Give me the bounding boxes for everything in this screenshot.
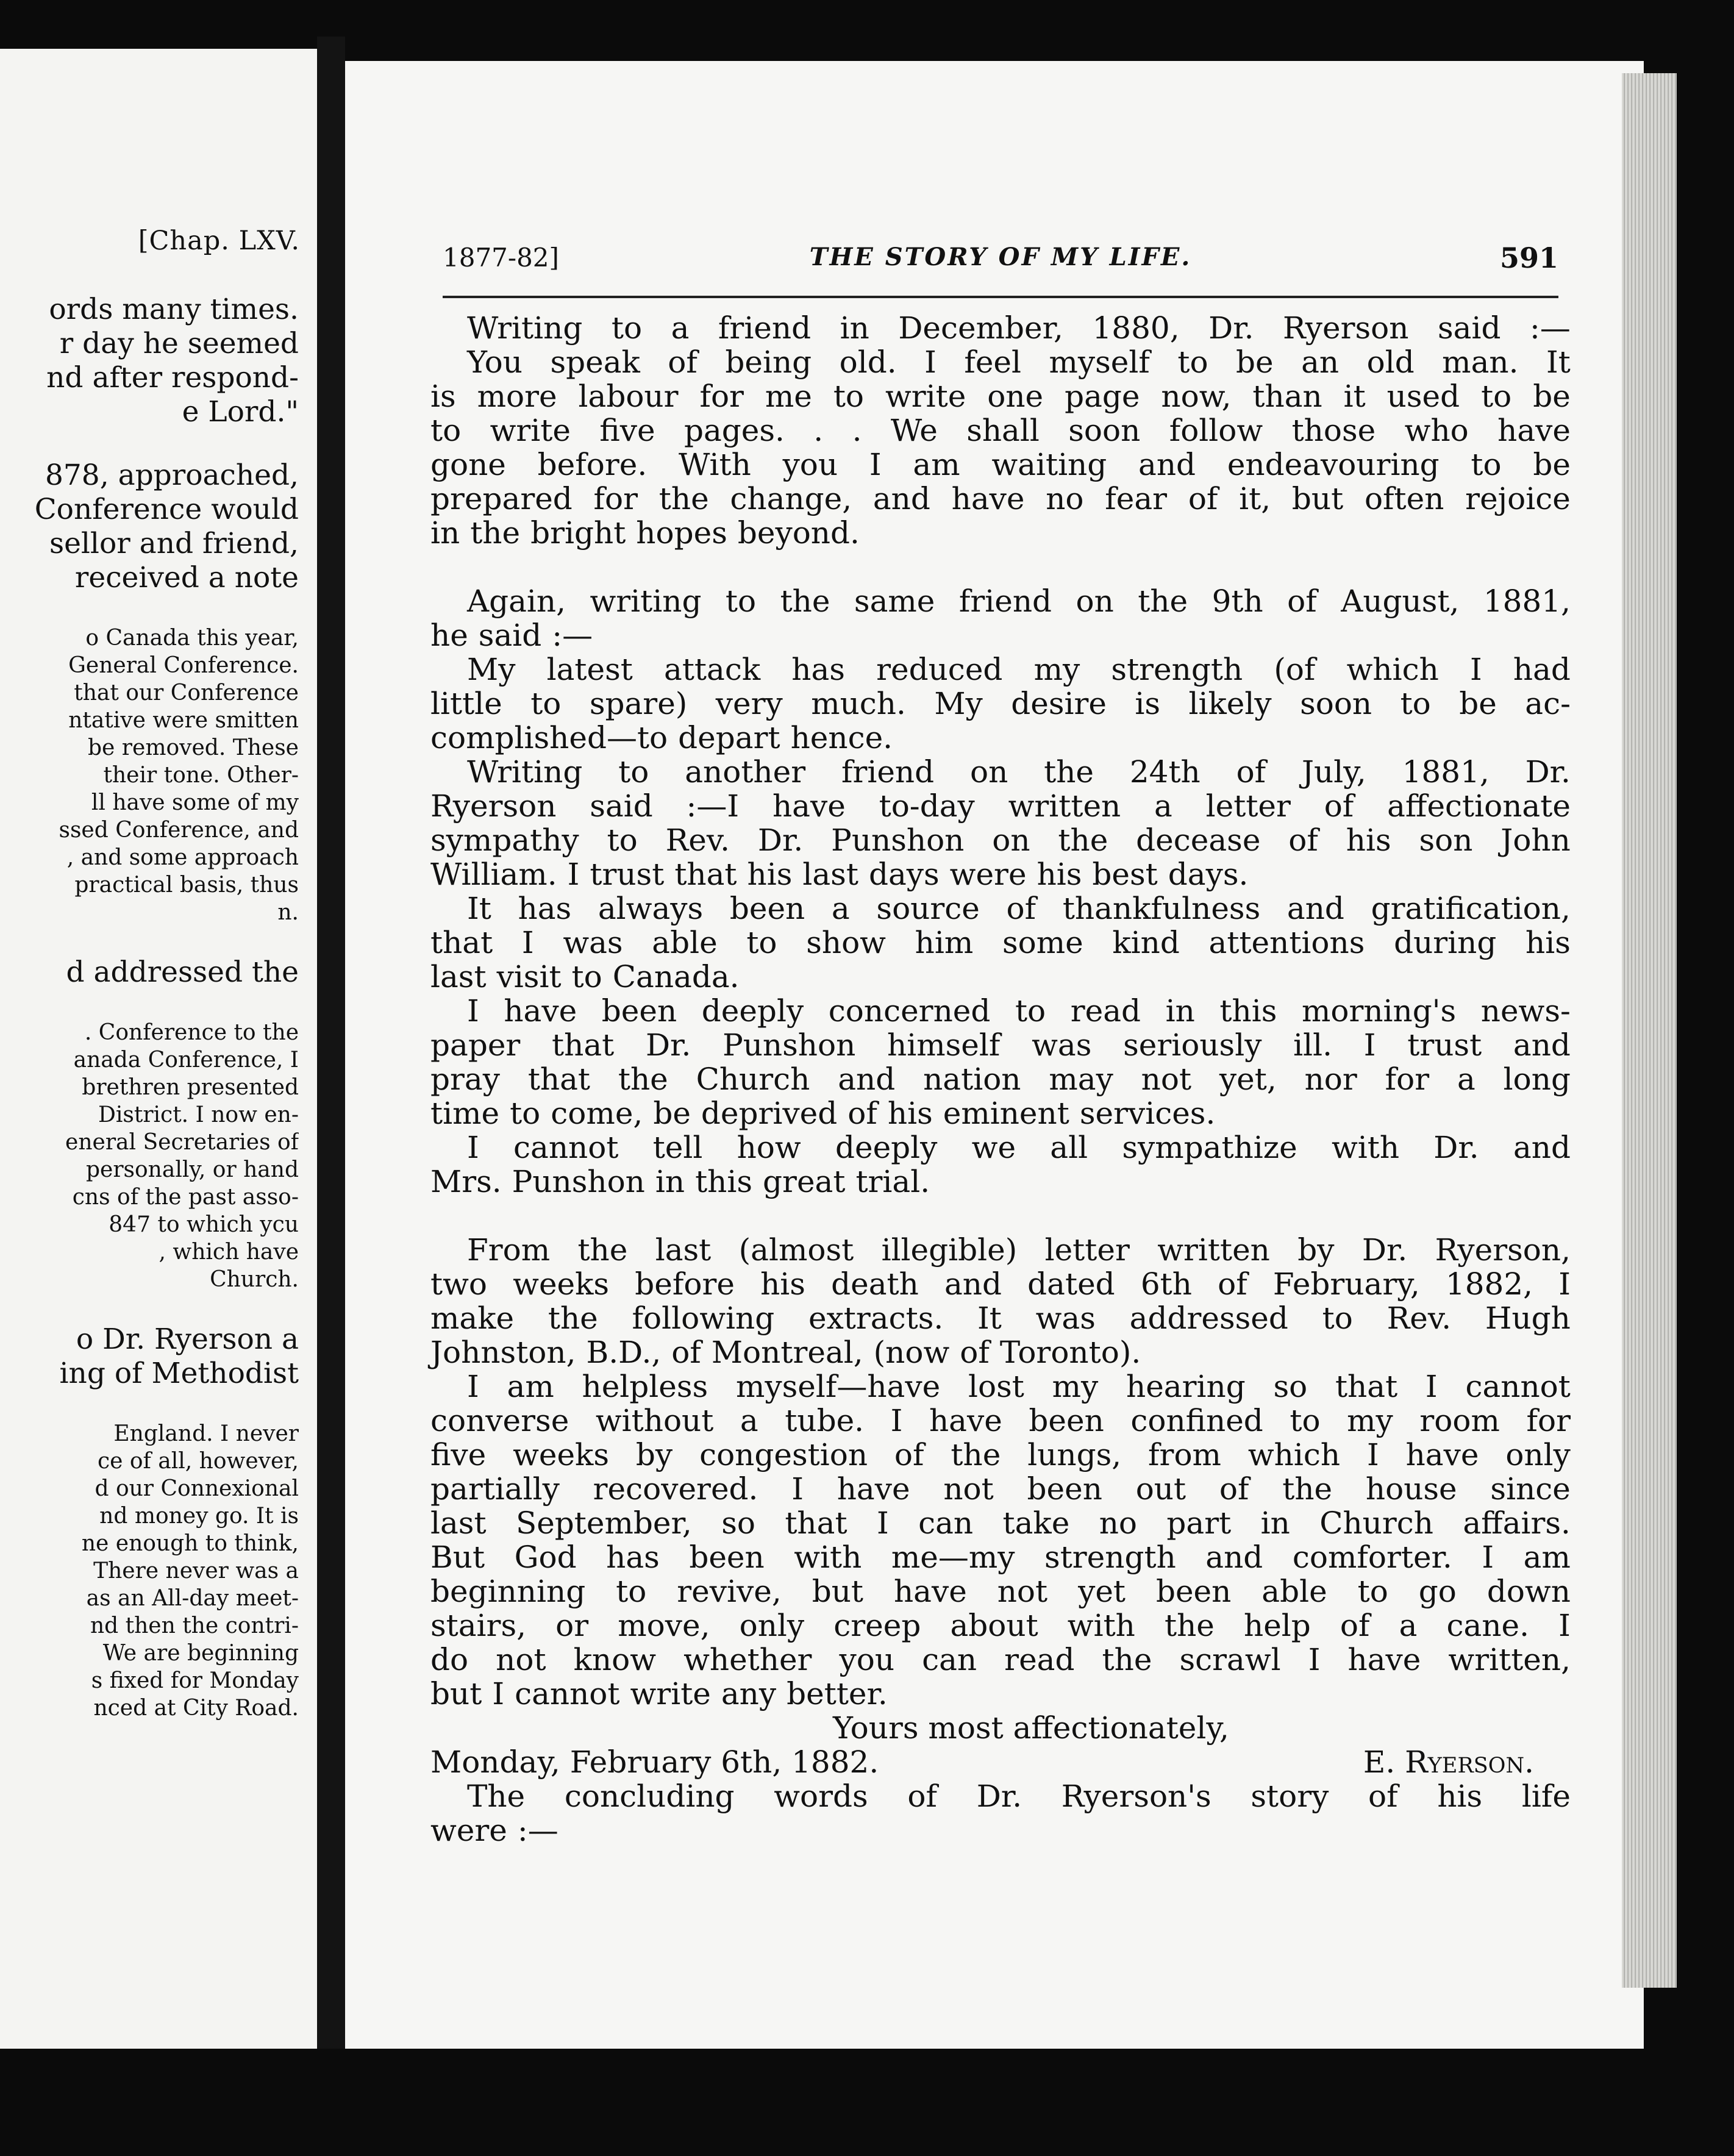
left-page-line: ntative were smitten: [68, 708, 299, 733]
running-head: [443, 237, 1558, 285]
left-page-line: ll have some of my: [91, 790, 299, 815]
text-line: From the last (almost illegible) letter written by Dr. Ryerson,: [467, 1232, 1571, 1268]
left-page-gap: [0, 595, 299, 624]
left-page-line: 847 to which ycu: [109, 1212, 299, 1237]
text-line: I cannot tell how deeply we all sympathize with Dr. and: [467, 1130, 1571, 1165]
running-head-title: THE STORY OF MY LIFE.: [809, 243, 1192, 271]
left-page-running-head: [Chap. LXV.: [138, 226, 300, 256]
left-page-line: personally, or hand: [85, 1157, 299, 1182]
left-page-line: England. I never: [113, 1421, 299, 1446]
left-page-line: n.: [277, 900, 299, 925]
text-line: last September, so that I can take no part in Church affairs.: [430, 1505, 1571, 1541]
text-line: William. I trust that his last days were his best days.: [430, 857, 1249, 892]
left-page-line: o Dr. Ryerson a: [76, 1323, 299, 1356]
left-page-line: e Lord.": [182, 395, 299, 429]
left-page-line: as an All-day meet-: [86, 1586, 299, 1611]
left-page-line: nd after respond-: [46, 361, 299, 394]
left-page-line: r day he seemed: [59, 327, 299, 360]
paragraph: [430, 994, 1571, 1130]
left-page-line: General Conference.: [68, 653, 299, 678]
left-page-line: o Canada this year,: [85, 626, 299, 651]
left-page-line: sellor and friend,: [49, 527, 299, 560]
left-page-line: eneral Secretaries of: [65, 1130, 299, 1155]
text-line: but I cannot write any better.: [430, 1676, 888, 1712]
text-line: paper that Dr. Punshon himself was seriously ill. I trust and: [430, 1027, 1571, 1063]
text-line: You speak of being old. I feel myself to be an old man. It: [467, 344, 1571, 380]
text-line: last visit to Canada.: [430, 959, 740, 994]
left-page-gap: [0, 990, 299, 1019]
left-page-gap: [0, 926, 299, 955]
book-gutter: [317, 37, 345, 2049]
header-rule: [443, 296, 1558, 298]
text-line: five weeks by congestion of the lungs, from which I have only: [430, 1437, 1571, 1472]
left-page-line: ing of Methodist: [59, 1357, 299, 1390]
text-line: converse without a tube. I have been confined to my room for: [430, 1403, 1571, 1438]
left-page-line: brethren presented: [82, 1075, 299, 1100]
left-page-text: [0, 293, 299, 1722]
paragraph-gap: [430, 550, 1571, 584]
paragraph: [430, 1779, 1571, 1847]
left-page-line: 878, approached,: [45, 459, 299, 492]
body-text: [430, 311, 1571, 1847]
paragraph: [430, 652, 1571, 755]
left-page-line: their tone. Other-: [103, 763, 299, 788]
left-page-gap: [0, 429, 299, 459]
left-page-line: d our Connexional: [95, 1476, 299, 1501]
left-page-line: nced at City Road.: [93, 1696, 299, 1721]
left-page-line: ne enough to think,: [81, 1531, 299, 1556]
text-line: My latest attack has reduced my strength (of which I had: [467, 652, 1571, 687]
left-page-line: District. I now en-: [98, 1102, 299, 1127]
left-page-line: We are beginning: [102, 1641, 299, 1666]
text-line: sympathy to Rev. Dr. Punshon on the decease of his son John: [430, 823, 1571, 858]
text-line: It has always been a source of thankfulness and gratification,: [467, 891, 1571, 926]
text-line: beginning to revive, but have not yet been able to go down: [430, 1574, 1571, 1609]
text-line: But God has been with me—my strength and comforter. I am: [430, 1540, 1571, 1575]
text-line: time to come, be deprived of his eminent services.: [430, 1096, 1216, 1131]
left-page-line: ssed Conference, and: [59, 818, 299, 843]
text-line: make the following extracts. It was addressed to Rev. Hugh: [430, 1301, 1571, 1336]
left-page-line: nd money go. It is: [99, 1504, 299, 1529]
text-line: Mrs. Punshon in this great trial.: [430, 1164, 930, 1199]
text-line: prepared for the change, and have no fear of it, but often rejoice: [430, 481, 1571, 516]
paragraph-gap: [430, 1199, 1571, 1233]
text-line: Again, writing to the same friend on the 9th of August, 1881,: [467, 584, 1571, 619]
left-page-line: . Conference to the: [84, 1020, 299, 1045]
text-line: that I was able to show him some kind attentions during his: [430, 925, 1571, 960]
letter-signature: E. Ryerson.: [1363, 1744, 1534, 1780]
left-page-line: cns of the past asso-: [72, 1185, 299, 1210]
text-line: stairs, or move, only creep about with the help of a cane. I: [430, 1608, 1571, 1643]
text-line: pray that the Church and nation may not yet, nor for a long: [430, 1062, 1571, 1097]
text-line: to write five pages. . . We shall soon follow those who have: [430, 413, 1571, 448]
letter-dateline: Monday, February 6th, 1882.: [430, 1744, 879, 1780]
text-line: in the bright hopes beyond.: [430, 515, 860, 551]
paragraph: [430, 1130, 1571, 1199]
paragraph: [430, 345, 1571, 550]
text-line: do not know whether you can read the scrawl I have written,: [430, 1642, 1571, 1677]
running-head-date-range: 1877-82]: [443, 243, 559, 273]
text-line: gone before. With you I am waiting and endeavouring to be: [430, 447, 1571, 482]
paragraph: [430, 1369, 1571, 1711]
letter-signoff: [430, 1745, 1571, 1779]
paragraph: [430, 891, 1571, 994]
left-page-line: , which have: [159, 1240, 299, 1265]
text-line: Ryerson said :—I have to-day written a letter of affectionate: [430, 788, 1571, 824]
page-591: [345, 61, 1644, 2049]
left-page-line: that our Conference: [74, 680, 299, 705]
text-line: I am helpless myself—have lost my hearing so that I cannot: [467, 1369, 1571, 1404]
letter-closing: Yours most affectionately,: [833, 1710, 1229, 1746]
paragraph: [430, 755, 1571, 891]
text-line: Writing to another friend on the 24th of July, 1881, Dr.: [467, 754, 1571, 790]
text-line: partially recovered. I have not been out of the house since: [430, 1471, 1571, 1507]
text-line: were :—: [430, 1813, 558, 1848]
left-page-line: d addressed the: [66, 955, 299, 989]
text-line: Johnston, B.D., of Montreal, (now of Toronto).: [430, 1335, 1141, 1370]
text-line: Writing to a friend in December, 1880, Dr. Ryerson said :—: [467, 310, 1571, 346]
text-line: two weeks before his death and dated 6th of February, 1882, I: [430, 1266, 1571, 1302]
left-page-line: s fixed for Monday: [91, 1668, 299, 1693]
book-page-edges: [1622, 73, 1677, 1988]
text-line: little to spare) very much. My desire is likely soon to be ac-: [430, 686, 1571, 721]
paragraph: [430, 1233, 1571, 1369]
left-page-line: nd then the contri-: [90, 1613, 299, 1638]
paragraph: [430, 311, 1571, 345]
text-line: complished—to depart hence.: [430, 720, 893, 755]
left-page-line: ords many times.: [49, 293, 299, 326]
left-page-line: Church.: [210, 1267, 299, 1292]
left-page-gap: [0, 1293, 299, 1323]
left-page-line: be removed. These: [88, 735, 299, 760]
left-page-line: There never was a: [93, 1558, 299, 1583]
left-page-line: practical basis, thus: [74, 873, 299, 898]
left-page-line: ce of all, however,: [97, 1449, 299, 1474]
text-line: I have been deeply concerned to read in this morning's news-: [467, 993, 1571, 1029]
text-line: he said :—: [430, 618, 593, 653]
facing-page-left: [0, 49, 317, 2049]
text-line: The concluding words of Dr. Ryerson's story of his life: [467, 1779, 1571, 1814]
page-number: 591: [1499, 241, 1558, 274]
left-page-gap: [0, 1391, 299, 1420]
paragraph: [430, 584, 1571, 652]
left-page-line: Conference would: [34, 493, 299, 526]
left-page-line: received a note: [74, 561, 299, 594]
left-page-line: , and some approach: [66, 845, 299, 870]
text-line: is more labour for me to write one page now, than it used to be: [430, 379, 1571, 414]
left-page-line: anada Conference, I: [73, 1048, 299, 1073]
